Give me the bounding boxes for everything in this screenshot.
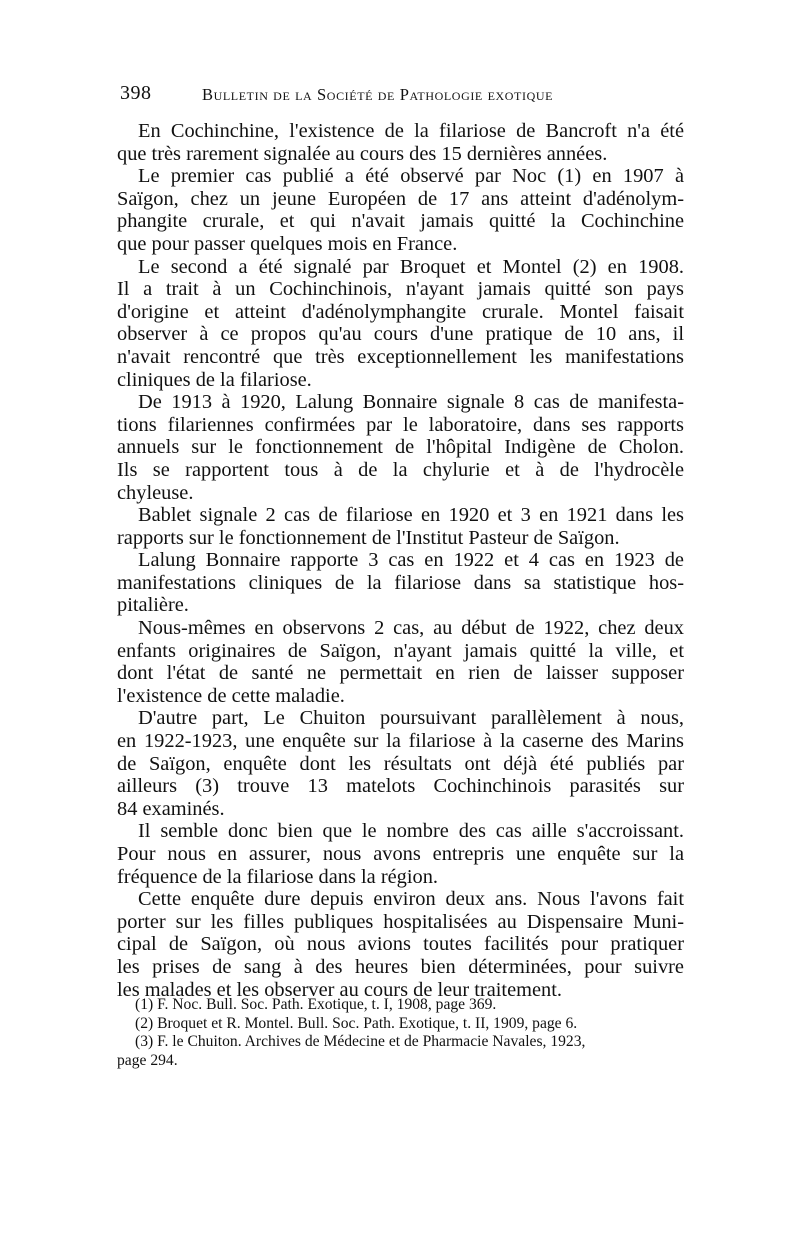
text-line: tions filariennes confirmées par le laboratoire, dans ses rapports <box>117 413 684 436</box>
text-line: ailleurs (3) trouve 13 matelots Cochinchinois parasités sur <box>117 775 684 798</box>
text-line: pitalière. <box>117 594 189 617</box>
text-line: que très rarement signalée au cours des 15 dernières années. <box>117 142 608 165</box>
text-line: D'autre part, Le Chuiton poursuivant parallèlement à nous, <box>138 707 684 730</box>
text-line: Pour nous en assurer, nous avons entrepris une enquête sur la <box>117 843 684 865</box>
text-line: phangite crurale, et qui n'avait jamais quitté la Cochinchine <box>117 210 684 233</box>
running-header <box>120 82 690 110</box>
text-line: En Cochinchine, l'existence de la filariose de Bancroft n'a été <box>138 120 684 142</box>
text-line: rapports sur le fonctionnement de l'Institut Pasteur de Saïgon. <box>117 526 620 549</box>
text-line: enfants originaires de Saïgon, n'ayant jamais quitté la ville, et <box>117 639 684 662</box>
body-text <box>117 120 684 1001</box>
text-line: Saïgon, chez un jeune Européen de 17 ans atteint d'adénolym- <box>117 187 684 210</box>
footnote-line: (3) F. le Chuiton. Archives de Médecine et de Pharmacie Navales, 1923, <box>135 1033 586 1051</box>
text-line: cipal de Saïgon, où nous avions toutes facilités pour pratiquer <box>117 933 684 956</box>
text-line: Il a trait à un Cochinchinois, n'ayant jamais quitté son pays <box>117 278 684 301</box>
text-line: chyleuse. <box>117 481 194 504</box>
text-line: Lalung Bonnaire rapporte 3 cas en 1922 et 4 cas en 1923 de <box>138 549 684 572</box>
text-line: les malades et les observer au cours de leur traitement. <box>117 978 563 1001</box>
footnote-line: page 294. <box>117 1052 178 1070</box>
journal-title: Bulletin de la Société de Pathologie exotique <box>202 85 554 104</box>
text-line: que pour passer quelques mois en France. <box>117 232 458 255</box>
text-line: d'origine et atteint d'adénolymphangite crurale. Montel faisait <box>117 300 684 323</box>
text-line: 84 examinés. <box>117 797 225 820</box>
text-line: Bablet signale 2 cas de filariose en 1920 et 3 en 1921 dans les <box>138 504 684 527</box>
text-line: dont l'état de santé ne permettait en rien de laisser supposer <box>117 662 684 685</box>
text-line: De 1913 à 1920, Lalung Bonnaire signale 8 cas de manifesta- <box>138 391 684 414</box>
page-number: 398 <box>120 82 152 104</box>
text-line: Il semble donc bien que le nombre des cas aille s'accroissant. <box>138 820 684 843</box>
footnote-line: (2) Broquet et R. Montel. Bull. Soc. Path. Exotique, t. II, 1909, page 6. <box>135 1014 578 1032</box>
text-line: Le premier cas publié a été observé par Noc (1) en 1907 à <box>138 165 684 188</box>
footnotes <box>117 996 684 1071</box>
text-line: Cette enquête dure depuis environ deux ans. Nous l'avons fait <box>138 888 684 911</box>
text-line: Ils se rapportent tous à de la chylurie et à de l'hydrocèle <box>117 458 684 481</box>
text-line: porter sur les filles publiques hospitalisées au Dispensaire Muni- <box>117 910 684 933</box>
text-line: cliniques de la filariose. <box>117 368 312 391</box>
text-line: manifestations cliniques de la filariose dans sa statistique hos- <box>117 571 684 594</box>
text-line: l'existence de cette maladie. <box>117 684 345 707</box>
text-line: Le second a été signalé par Broquet et Montel (2) en 1908. <box>138 255 684 278</box>
text-line: Nous-mêmes en observons 2 cas, au début de 1922, chez deux <box>138 617 684 640</box>
text-line: de Saïgon, enquête dont les résultats ont déjà été publiés par <box>117 752 684 775</box>
text-line: les prises de sang à des heures bien déterminées, pour suivre <box>117 955 684 978</box>
text-line: n'avait rencontré que très exceptionnellement les manifestations <box>117 345 684 368</box>
text-line: observer à ce propos qu'au cours d'une pratique de 10 ans, il <box>117 323 684 346</box>
text-line: fréquence de la filariose dans la région. <box>117 865 439 888</box>
footnote-line: (1) F. Noc. Bull. Soc. Path. Exotique, t. I, 1908, page 369. <box>135 996 497 1013</box>
text-line: en 1922-1923, une enquête sur la filariose à la caserne des Marins <box>117 730 684 753</box>
text-line: annuels sur le fonctionnement de l'hôpital Indigène de Cholon. <box>117 436 684 459</box>
